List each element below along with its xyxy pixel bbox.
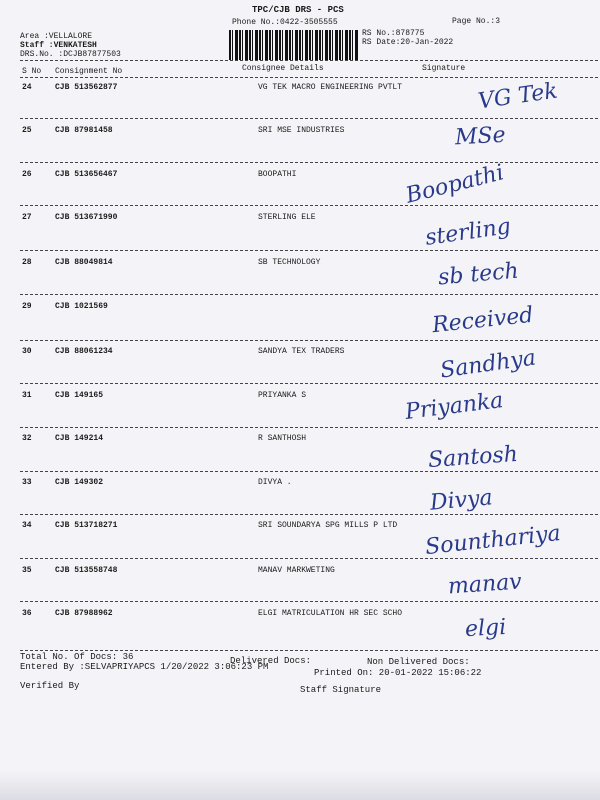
staff-signature: Staff Signature — [300, 685, 382, 695]
row-signature: sb tech — [437, 258, 520, 291]
row-consignment: CJB 87981458 — [55, 126, 113, 135]
row-consignment: CJB 513562877 — [55, 83, 118, 92]
document-title: TPC/CJB DRS - PCS — [252, 5, 344, 15]
row-signature: MSe — [454, 122, 507, 151]
table-row — [0, 170, 600, 215]
area-label: Area :VELLALORE — [20, 32, 93, 41]
row-signature: Sounthariya — [424, 520, 562, 561]
column-header-consignment: Consignment No — [55, 67, 123, 76]
row-sno: 31 — [22, 391, 32, 400]
row-signature: Divya — [429, 485, 494, 516]
row-consignee: ELGI MATRICULATION HR SEC SCHO — [258, 609, 403, 618]
row-consignment: CJB 149302 — [55, 478, 104, 487]
row-consignee: R SANTHOSH — [258, 434, 307, 443]
row-divider — [20, 471, 598, 472]
row-sno: 24 — [22, 83, 32, 92]
row-consignment: CJB 149214 — [55, 434, 104, 443]
page-number: Page No.:3 — [452, 17, 501, 26]
row-signature: Sandhya — [438, 345, 538, 384]
row-consignment: CJB 513558748 — [55, 566, 118, 575]
row-consignee: BOOPATHI — [258, 170, 297, 179]
header-divider-bottom — [20, 77, 598, 78]
row-consignment: CJB 87988962 — [55, 609, 113, 618]
row-consignee: SRI SOUNDARYA SPG MILLS P LTD — [258, 521, 398, 530]
row-divider — [20, 558, 598, 559]
row-consignment: CJB 513718271 — [55, 521, 118, 530]
rs-date: RS Date:20-Jan-2022 — [362, 38, 454, 47]
row-sno: 29 — [22, 302, 32, 311]
verified-by: Verified By — [20, 681, 80, 691]
row-consignment: CJB 1021569 — [55, 302, 108, 311]
column-header-consignee: Consignee Details — [242, 64, 324, 73]
row-divider — [20, 383, 598, 384]
row-divider — [20, 514, 598, 515]
row-signature: elgi — [464, 614, 507, 643]
row-consignee: MANAV MARKWETING — [258, 566, 335, 575]
total-docs: Total No. Of Docs: 36 — [20, 652, 134, 662]
row-consignee: STERLING ELE — [258, 213, 316, 222]
row-divider — [20, 340, 598, 341]
staff-label: Staff :VENKATESH — [20, 41, 97, 50]
row-signature: Boopathi — [403, 160, 507, 209]
row-signature: Received — [430, 302, 535, 339]
table-row — [0, 478, 600, 523]
row-sno: 33 — [22, 478, 32, 487]
barcode-image — [229, 30, 359, 60]
row-sno: 32 — [22, 434, 32, 443]
table-row — [0, 391, 600, 436]
row-consignment: CJB 88061234 — [55, 347, 113, 356]
row-consignee: SB TECHNOLOGY — [258, 258, 321, 267]
row-consignment: CJB 513656467 — [55, 170, 118, 179]
row-sno: 27 — [22, 213, 32, 222]
row-divider — [20, 601, 598, 602]
printed-on: Printed On: 20-01-2022 15:06:22 — [314, 668, 482, 678]
non-delivered-docs: Non Delivered Docs: — [367, 657, 470, 667]
phone-number: Phone No.:0422-3505555 — [232, 18, 338, 27]
row-divider — [20, 162, 598, 163]
row-sno: 30 — [22, 347, 32, 356]
row-divider — [20, 650, 598, 651]
row-divider — [20, 427, 598, 428]
row-consignee: SANDYA TEX TRADERS — [258, 347, 345, 356]
row-consignee: SRI MSE INDUSTRIES — [258, 126, 345, 135]
row-consignee: PRIYANKA S — [258, 391, 307, 400]
row-divider — [20, 250, 598, 251]
drs-number: DRS.No. :DCJB87877503 — [20, 50, 121, 59]
row-divider — [20, 118, 598, 119]
table-row — [0, 126, 600, 171]
column-header-sno: S No — [22, 67, 42, 76]
row-signature: Priyanka — [403, 388, 505, 425]
entered-by: Entered By :SELVAPRIYAPCS 1/20/2022 3:06:23 PM — [20, 662, 269, 672]
row-consignee: VG TEK MACRO ENGINEERING PVTLT — [258, 83, 403, 92]
row-consignment: CJB 88049814 — [55, 258, 113, 267]
delivered-docs: Delivered Docs: — [230, 656, 312, 666]
rs-number: RS No.:878775 — [362, 29, 425, 38]
row-consignee: DIVYA . — [258, 478, 292, 487]
header-divider-top — [20, 60, 598, 61]
row-consignment: CJB 149165 — [55, 391, 104, 400]
row-sno: 28 — [22, 258, 32, 267]
row-sno: 35 — [22, 566, 32, 575]
row-signature: Santosh — [427, 441, 519, 474]
row-signature: VG Tek — [476, 78, 560, 115]
row-signature: sterling — [423, 214, 513, 251]
row-divider — [20, 205, 598, 206]
row-consignment: CJB 513671990 — [55, 213, 118, 222]
row-sno: 26 — [22, 170, 32, 179]
row-signature: manav — [447, 569, 523, 600]
column-header-signature: Signature — [422, 64, 466, 73]
row-sno: 34 — [22, 521, 32, 530]
row-sno: 25 — [22, 126, 32, 135]
row-divider — [20, 294, 598, 295]
row-sno: 36 — [22, 609, 32, 618]
scan-shadow — [0, 770, 600, 800]
table-row — [0, 609, 600, 654]
